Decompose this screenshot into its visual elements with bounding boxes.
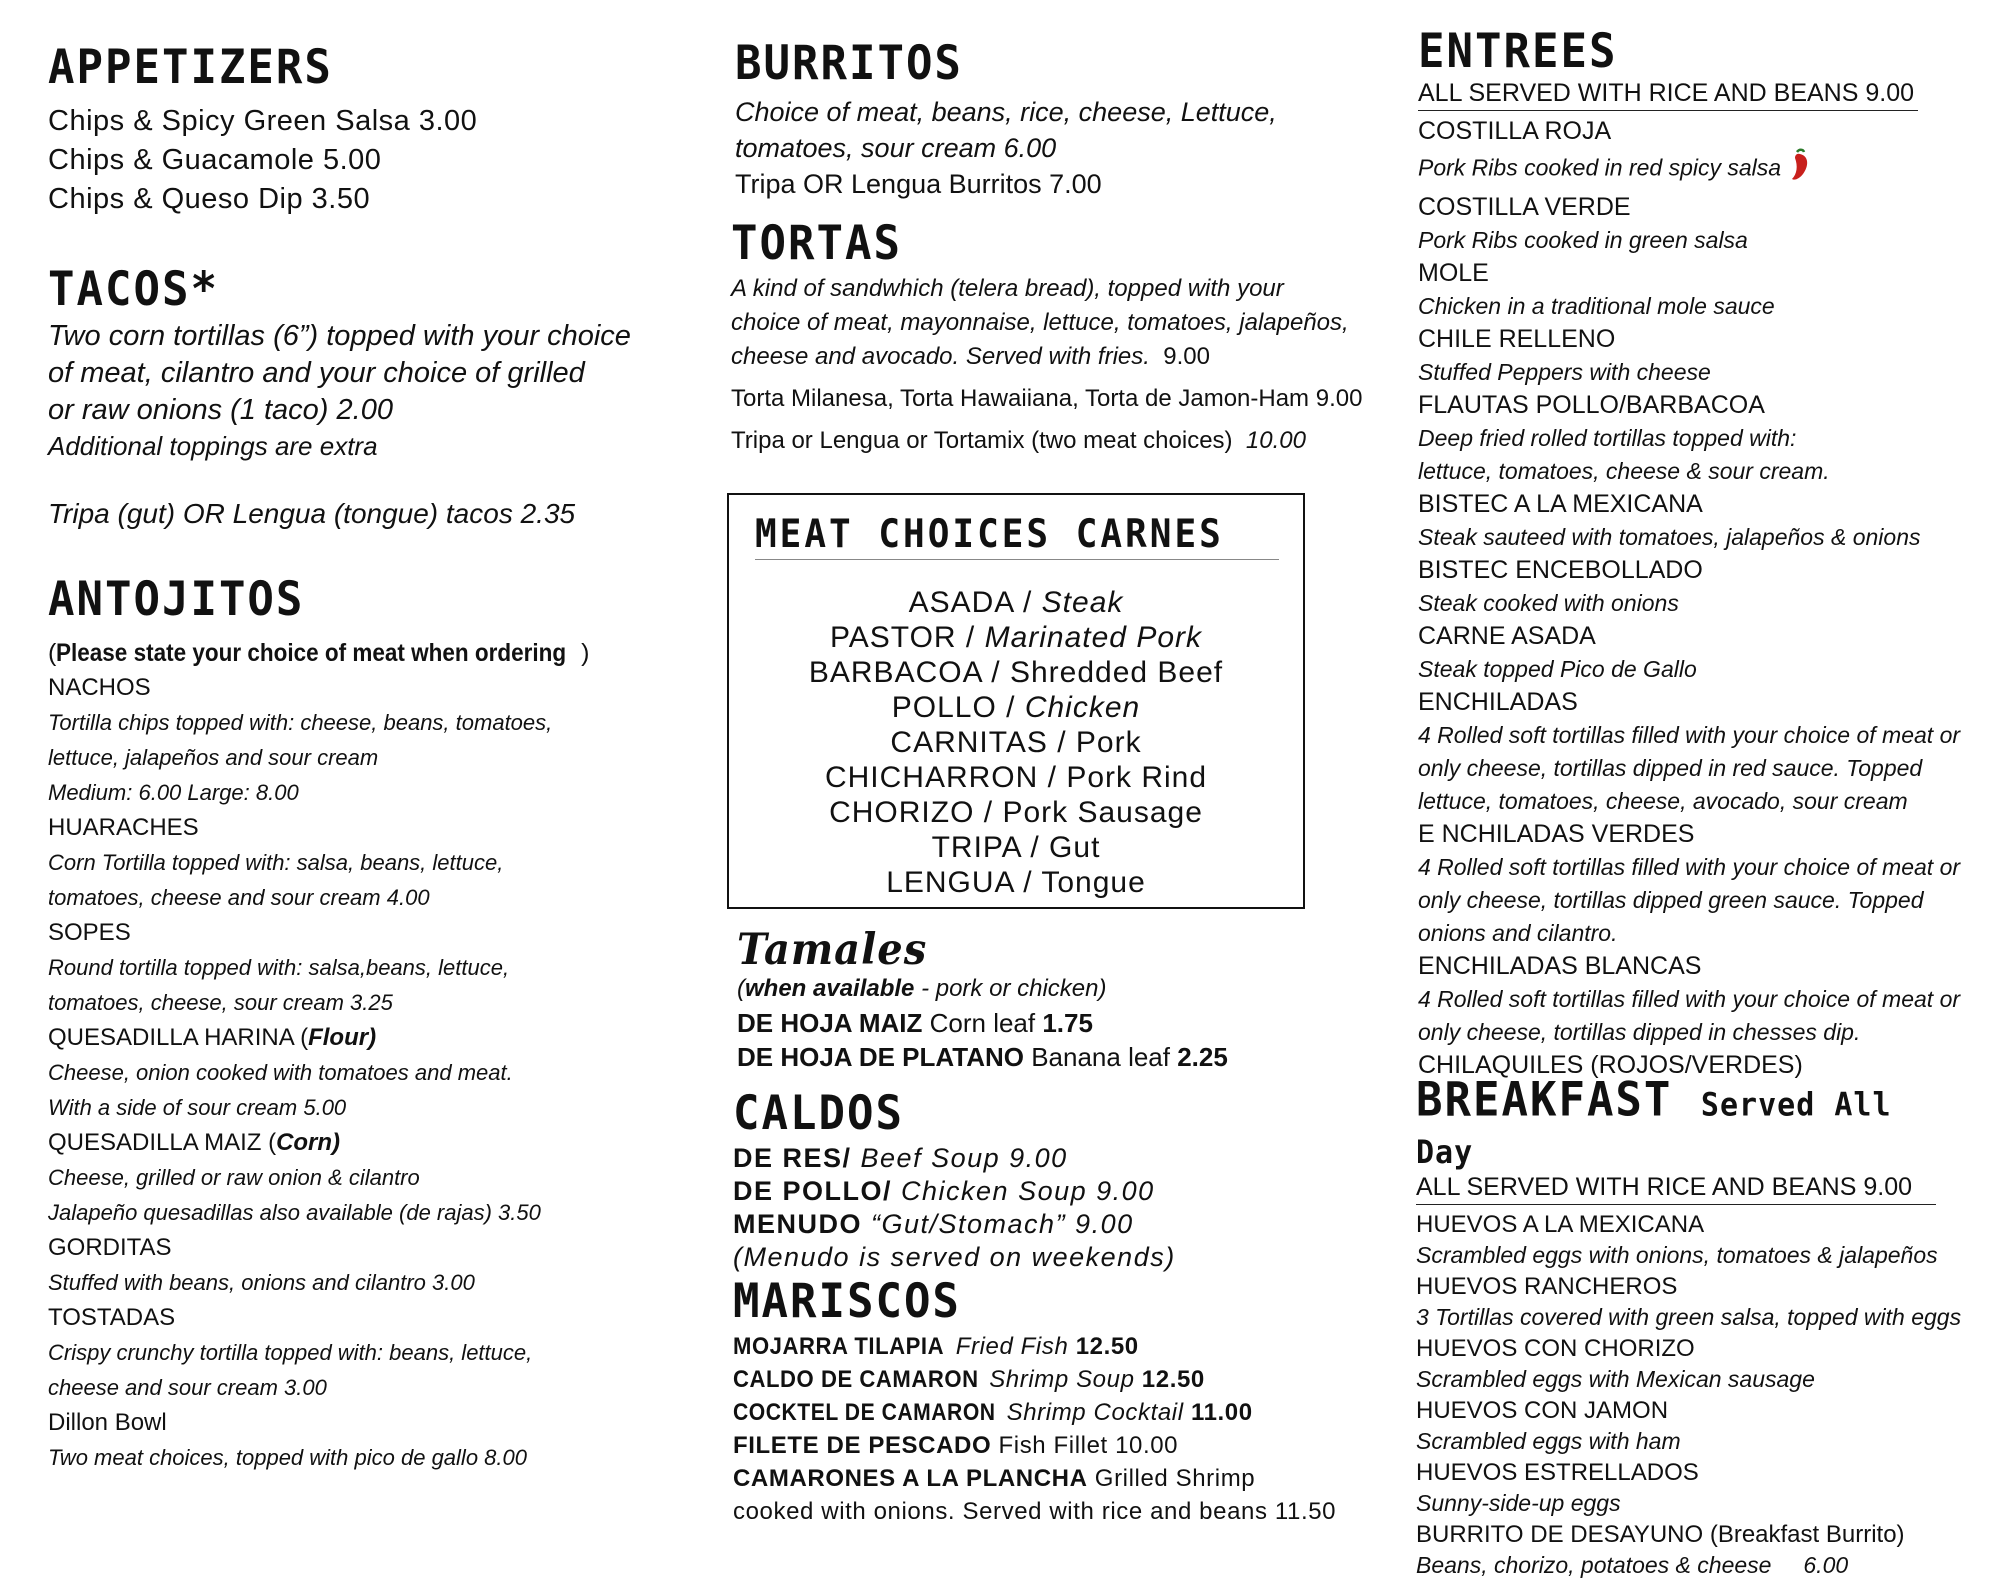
caldos-note: (Menudo is served on weekends) <box>733 1242 1176 1272</box>
marisco-item <box>733 1396 1336 1429</box>
entree-name: CHILE RELLENO <box>1418 325 1616 353</box>
meat-choice-en: Gut <box>1049 831 1101 864</box>
meat-choice-es: TRIPA / <box>931 831 1050 864</box>
tacos-section <box>48 261 631 531</box>
marisco-item <box>733 1330 1336 1363</box>
meat-choice-item <box>729 585 1303 620</box>
entree-name: E NCHILADAS VERDES <box>1418 820 1695 848</box>
antojito-desc: Two meat choices, topped with pico de gallo 8.00 <box>48 1445 527 1470</box>
breakfast-desc: Sunny-side-up eggs <box>1416 1490 1621 1516</box>
meat-choice-en: Steak <box>1041 586 1124 619</box>
mariscos-heading: MARISCOS <box>733 1273 961 1329</box>
meat-choice-item <box>729 830 1303 865</box>
marisco-name: CAMARONES A LA PLANCHA <box>733 1465 1088 1492</box>
entree-desc: onions and cilantro. <box>1418 920 1618 946</box>
breakfast-desc: 3 Tortillas covered with green salsa, topped with eggs <box>1416 1304 1962 1330</box>
antojitos-heading: ANTOJITOS <box>48 571 305 627</box>
entree-name: BISTEC ENCEBOLLADO <box>1418 556 1703 584</box>
tamale-price: 2.25 <box>1177 1042 1228 1072</box>
meat-choice-item <box>729 655 1303 690</box>
meat-choice-item <box>729 725 1303 760</box>
tortas-special-text: Tripa or Lengua or Tortamix (two meat choices) <box>731 427 1233 454</box>
marisco-item <box>733 1363 1336 1396</box>
caldo-desc: “Gut/Stomach” 9.00 <box>862 1209 1134 1239</box>
meat-choice-item <box>729 865 1303 900</box>
meat-choices-heading: MEAT CHOICES CARNES <box>755 512 1224 557</box>
tortas-special-price: 10.00 <box>1245 427 1306 454</box>
meat-choice-es: LENGUA / <box>886 866 1042 899</box>
marisco-price: 10.00 <box>1115 1432 1179 1459</box>
mariscos-section <box>733 1273 1337 1528</box>
entree-desc <box>1418 148 1918 191</box>
meat-choice-es: BARBACOA / <box>808 656 1010 689</box>
entree-desc: Stuffed Peppers with cheese <box>1418 359 1711 385</box>
caldo-name: DE RES/ <box>733 1143 852 1173</box>
meat-choice-es: CHICHARRON / <box>824 761 1067 794</box>
antojito-desc: Tortilla chips topped with: cheese, beans, tomatoes, <box>48 710 553 735</box>
breakfast-heading <box>1416 1072 1936 1172</box>
tortas-description-text: cheese and avocado. Served with fries. <box>731 343 1150 370</box>
meat-choice-es: CARNITAS / <box>890 726 1076 759</box>
chili-pepper-svg <box>1789 148 1811 182</box>
antojito-name: HUARACHES <box>48 814 199 841</box>
antojito-name: NACHOS <box>48 674 151 701</box>
antojito-name <box>48 1020 590 1055</box>
tortas-price: 9.00 <box>1163 343 1210 370</box>
breakfast-served-all-day: Served All Day <box>1416 1086 1892 1172</box>
tacos-description: Two corn tortillas (6”) topped with your choice <box>48 320 631 352</box>
tortas-description: A kind of sandwhich (telera bread), topped with your <box>731 275 1284 302</box>
entree-desc: Steak topped Pico de Gallo <box>1418 656 1697 682</box>
meat-choice-en: Pork Rind <box>1066 761 1208 794</box>
breakfast-desc: Scrambled eggs with onions, tomatoes & jalapeños <box>1416 1242 1938 1268</box>
entree-name: ENCHILADAS <box>1418 688 1578 716</box>
entrees-heading: ENTREES <box>1418 23 1618 80</box>
marisco-desc: Shrimp Soup <box>981 1366 1142 1393</box>
mariscos-last-line: cooked with onions. Served with rice and beans 11.50 <box>733 1498 1337 1525</box>
marisco-price: 12.50 <box>1075 1333 1139 1360</box>
antojito-desc: Crispy crunchy tortilla topped with: beans, lettuce, <box>48 1340 533 1365</box>
tamales-section <box>737 924 1228 1074</box>
antojito-name-text: QUESADILLA MAIZ ( <box>48 1129 277 1156</box>
tacos-description: of meat, cilantro and your choice of grilled <box>48 357 585 389</box>
caldo-item <box>733 1142 1176 1175</box>
breakfast-name: BURRITO DE DESAYUNO (Breakfast Burrito) <box>1416 1521 1905 1548</box>
breakfast-name: HUEVOS RANCHEROS <box>1416 1273 1678 1300</box>
entree-name: MOLE <box>1418 259 1489 287</box>
entree-name: CARNE ASADA <box>1418 622 1596 650</box>
tacos-description: or raw onions (1 taco) 2.00 <box>48 394 393 426</box>
antojito-desc: Jalapeño quesadillas also available (de rajas) 3.50 <box>48 1200 541 1225</box>
entree-desc: Pork Ribs cooked in green salsa <box>1418 227 1748 253</box>
meat-choice-en: Tongue <box>1041 866 1146 899</box>
burritos-description: tomatoes, sour cream 6.00 <box>735 133 1057 163</box>
entrees-section <box>1418 23 1961 1082</box>
antojito-desc: tomatoes, cheese and sour cream 4.00 <box>48 885 430 910</box>
marisco-price: 12.50 <box>1141 1366 1205 1393</box>
marisco-desc: Fish Fillet <box>991 1432 1116 1459</box>
antojito-name: SOPES <box>48 919 131 946</box>
antojito-desc: Corn Tortilla topped with: salsa, beans, lettuce, <box>48 850 504 875</box>
breakfast-name: HUEVOS CON JAMON <box>1416 1397 1669 1424</box>
entree-desc: 4 Rolled soft tortillas filled with your choice of meat or <box>1418 854 1961 880</box>
antojito-desc: With a side of sour cream 5.00 <box>48 1095 347 1120</box>
marisco-name: FILETE DE PESCADO <box>733 1432 992 1459</box>
tamales-note-bold: when available <box>745 975 915 1002</box>
meat-choice-en: Pork <box>1075 726 1142 759</box>
antojito-desc: lettuce, jalapeños and sour cream <box>48 745 379 770</box>
antojito-name-emphasis: Corn) <box>276 1129 341 1156</box>
breakfast-desc: Beans, chorizo, potatoes & cheese 6.00 <box>1416 1552 1849 1578</box>
entree-name: BISTEC A LA MEXICANA <box>1418 490 1703 518</box>
tamales-note-rest: - pork or chicken) <box>914 975 1107 1002</box>
entree-name: FLAUTAS POLLO/BARBACOA <box>1418 391 1765 419</box>
antojito-desc: Cheese, grilled or raw onion & cilantro <box>48 1165 420 1190</box>
antojitos-note-open: ( <box>48 639 57 667</box>
entree-name: CHILAQUILES (ROJOS/VERDES) <box>1418 1051 1803 1079</box>
entree-desc: only cheese, tortillas dipped in chesses dip. <box>1418 1019 1861 1045</box>
tacos-special: Tripa (gut) OR Lengua (tongue) tacos 2.35 <box>48 498 576 529</box>
appetizers-section <box>48 39 478 219</box>
entree-desc: Chicken in a traditional mole sauce <box>1418 293 1775 319</box>
entree-desc: 4 Rolled soft tortillas filled with your choice of meat or <box>1418 722 1961 748</box>
breakfast-desc: Scrambled eggs with ham <box>1416 1428 1681 1454</box>
appetizer-item: Chips & Queso Dip 3.50 <box>48 183 371 215</box>
caldo-name: DE POLLO/ <box>733 1176 893 1206</box>
tamale-item <box>737 1006 1228 1040</box>
antojito-desc: Medium: 6.00 Large: 8.00 <box>48 780 299 805</box>
meat-choice-es: PASTOR / <box>829 621 985 654</box>
tamale-item <box>737 1040 1228 1074</box>
meat-choice-en: Pork Sausage <box>1002 796 1203 829</box>
tamale-desc: Corn leaf <box>922 1008 1043 1038</box>
marisco-item <box>733 1429 1336 1462</box>
antojito-desc: Stuffed with beans, onions and cilantro 3.00 <box>48 1270 475 1295</box>
entree-name: COSTILLA ROJA <box>1418 117 1612 145</box>
entree-desc: 4 Rolled soft tortillas filled with your choice of meat or <box>1418 986 1961 1012</box>
antojito-desc: Cheese, onion cooked with tomatoes and meat. <box>48 1060 513 1085</box>
tortas-description: choice of meat, mayonnaise, lettuce, tomatoes, jalapeños, <box>731 309 1349 336</box>
tamales-note <box>737 972 1228 1006</box>
burritos-description: Choice of meat, beans, rice, cheese, Lettuce, <box>735 97 1277 127</box>
entree-desc: Deep fried rolled tortillas topped with: <box>1418 425 1797 451</box>
marisco-name: MOJARRA TILAPIA <box>733 1333 945 1360</box>
antojitos-note-close: ) <box>581 639 590 667</box>
entree-name: COSTILLA VERDE <box>1418 193 1631 221</box>
entree-desc-text: Pork Ribs cooked in red spicy salsa <box>1418 154 1782 181</box>
meat-choices-box <box>727 493 1305 909</box>
antojito-name: Dillon Bowl <box>48 1409 167 1436</box>
meat-choice-es: CHORIZO / <box>829 796 1003 829</box>
entree-desc: Steak cooked with onions <box>1418 590 1679 616</box>
antojito-name-emphasis: Flour) <box>308 1024 377 1051</box>
meat-choice-item <box>729 620 1303 655</box>
entree-desc: only cheese, tortillas dipped in red sauce. Topped <box>1418 755 1923 781</box>
entree-desc: only cheese, tortillas dipped green sauce. Topped <box>1418 887 1924 913</box>
marisco-price: 11.00 <box>1190 1399 1253 1426</box>
meat-choice-item <box>729 795 1303 830</box>
entrees-subtitle: ALL SERVED WITH RICE AND BEANS 9.00 <box>1418 78 1918 111</box>
caldo-item <box>733 1175 1176 1208</box>
entree-desc: lettuce, tomatoes, cheese, avocado, sour cream <box>1418 788 1908 814</box>
entree-desc: Steak sauteed with tomatoes, jalapeños & onions <box>1418 524 1921 550</box>
tortas-heading: TORTAS <box>731 215 902 271</box>
tamale-desc: Banana leaf <box>1023 1042 1178 1072</box>
meat-choice-en: Marinated Pork <box>984 621 1203 654</box>
chili-pepper-icon <box>1789 148 1811 191</box>
burritos-extra: Tripa OR Lengua Burritos 7.00 <box>735 169 1102 199</box>
antojito-name: TOSTADAS <box>48 1304 176 1331</box>
meat-choice-item <box>729 690 1303 725</box>
breakfast-desc: Scrambled eggs with Mexican sausage <box>1416 1366 1815 1392</box>
caldo-name: MENUDO <box>733 1209 862 1239</box>
breakfast-subtitle: ALL SERVED WITH RICE AND BEANS 9.00 <box>1416 1172 1936 1205</box>
meat-choice-en: Chicken <box>1024 691 1141 724</box>
appetizer-item: Chips & Guacamole 5.00 <box>48 144 382 176</box>
marisco-name: CALDO DE CAMARON <box>733 1366 979 1393</box>
burritos-section <box>735 35 1277 202</box>
tamale-name: DE HOJA MAIZ <box>737 1008 923 1038</box>
antojitos-note-text: Please state your choice of meat when ordering <box>56 639 567 667</box>
caldo-item <box>733 1208 1176 1241</box>
meat-choice-item <box>729 760 1303 795</box>
breakfast-name: HUEVOS A LA MEXICANA <box>1416 1211 1705 1238</box>
antojito-name: GORDITAS <box>48 1234 172 1261</box>
tamales-heading: Tamales <box>737 924 928 975</box>
caldo-desc: Beef Soup 9.00 <box>851 1143 1068 1173</box>
appetizer-item: Chips & Spicy Green Salsa 3.00 <box>48 105 478 137</box>
marisco-name: COCKTEL DE CAMARON <box>733 1399 996 1426</box>
antojito-desc: cheese and sour cream 3.00 <box>48 1375 327 1400</box>
meat-choice-en: Shredded Beef <box>1009 656 1224 689</box>
marisco-desc: Shrimp Cocktail <box>999 1399 1191 1426</box>
tortas-varieties: Torta Milanesa, Torta Hawaiiana, Torta de Jamon-Ham 9.00 <box>731 385 1363 412</box>
caldos-heading: CALDOS <box>733 1085 904 1141</box>
breakfast-title: BREAKFAST <box>1416 1072 1673 1128</box>
meat-choices-list <box>729 585 1303 900</box>
antojitos-section <box>48 571 590 1475</box>
antojito-name <box>48 1125 590 1160</box>
antojito-desc: Round tortilla topped with: salsa,beans, lettuce, <box>48 955 510 980</box>
marisco-desc: Grilled Shrimp <box>1087 1465 1256 1492</box>
meat-choices-header <box>755 512 1279 560</box>
marisco-desc: Fried Fish <box>948 1333 1076 1360</box>
marisco-item <box>733 1462 1336 1495</box>
breakfast-section <box>1416 1072 1962 1581</box>
meat-choice-es: ASADA / <box>908 586 1042 619</box>
burritos-heading: BURRITOS <box>735 35 963 91</box>
tamale-price: 1.75 <box>1042 1008 1093 1038</box>
entree-name: ENCHILADAS BLANCAS <box>1418 952 1702 980</box>
tamale-name: DE HOJA DE PLATANO <box>737 1042 1024 1072</box>
caldos-section <box>733 1085 1176 1274</box>
tortas-section <box>731 215 1363 458</box>
antojitos-note <box>48 636 590 670</box>
caldo-desc: Chicken Soup 9.00 <box>892 1176 1155 1206</box>
antojito-desc: tomatoes, cheese, sour cream 3.25 <box>48 990 393 1015</box>
tortas-special <box>731 424 1362 458</box>
breakfast-name: HUEVOS ESTRELLADOS <box>1416 1459 1699 1486</box>
breakfast-name: HUEVOS CON CHORIZO <box>1416 1335 1695 1362</box>
entree-desc: lettuce, tomatoes, cheese & sour cream. <box>1418 458 1830 484</box>
meat-choice-es: POLLO / <box>891 691 1025 724</box>
tacos-note: Additional toppings are extra <box>48 431 378 461</box>
antojito-name-text: QUESADILLA HARINA ( <box>48 1024 309 1051</box>
tacos-heading: TACOS* <box>48 261 219 317</box>
appetizers-heading: APPETIZERS <box>48 39 333 95</box>
tamales-note-open: ( <box>737 975 745 1002</box>
tortas-description <box>731 340 1362 374</box>
